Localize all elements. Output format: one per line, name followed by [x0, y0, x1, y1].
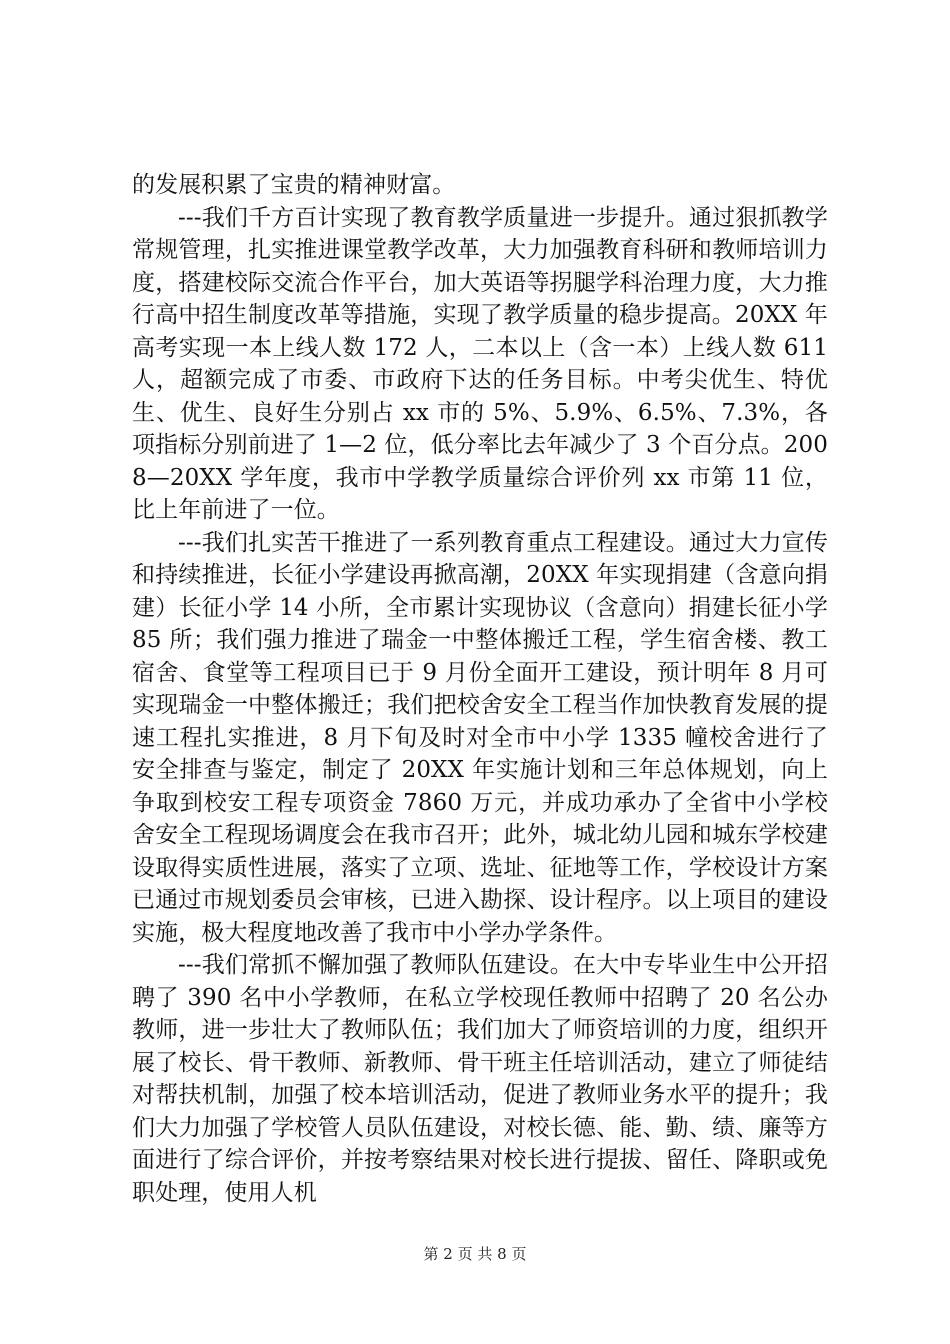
paragraph-teaching-quality: ---我们千方百计实现了教育教学质量进一步提升。通过狠抓教学常规管理，扎实推进课堂教学改革，大力加强教育科研和教师培训力度，搭建校际交流合作平台，加大英语等拐腿学科治理力度，大力推行高中招生制度改革等措施，实现了教学质量的稳步提高。20XX 年高考实现一本上线人数 172 人，二本以上（含一本）上线人数 611 人，超额完成了市委、市政府下达的任务目标。中考尖优生、特优生、优生、良好生分别占 xx 市的 5%、5.9%、6.5%、7.3%，各项指标分别前进了 1—2 位，低分率比去年减少了 3 个百分点。2008—20XX 学年度，我市中学教学质量综合评价列 xx 市第 11 位，比上年前进了一位。: [132, 204, 828, 523]
paragraph-key-projects: ---我们扎实苦干推进了一系列教育重点工程建设。通过大力宣传和持续推进，长征小学建设再掀高潮，20XX 年实现捐建（含意向捐建）长征小学 14 小所，全市累计实现协议（含意向）捐建长征小学 85 所；我们强力推进了瑞金一中整体搬迁工程，学生宿舍楼、教工宿舍、食堂等工程项目已于 9 月份全面开工建设，预计明年 8 月可实现瑞金一中整体搬迁；我们把校舍安全工程当作加快教育发展的提速工程扎实推进，8 月下旬及时对全市中小学 1335 幢校舍进行了安全排查与鉴定，制定了 20XX 年实施计划和三年总体规划，向上争取到校安工程专项资金 7860 万元，并成功承办了全省中小学校舍安全工程现场调度会在我市召开；此外，城北幼儿园和城东学校建设取得实质性进展，落实了立项、选址、征地等工作，学校设计方案已通过市规划委员会审核，已进入勘探、设计程序。以上项目的建设实施，极大程度地改善了我市中小学办学条件。: [132, 529, 828, 946]
paragraph-continuation: 的发展积累了宝贵的精神财富。: [132, 172, 456, 198]
paragraph-teacher-team: ---我们常抓不懈加强了教师队伍建设。在大中专毕业生中公开招聘了 390 名中小学教师，在私立学校现任教师中招聘了 20 名公办教师，进一步壮大了教师队伍；我们加大了师资培训的力度，组织开展了校长、骨干教师、新教师、骨干班主任培训活动，建立了师徒结对帮扶机制，加强了校本培训活动，促进了教师业务水平的提升；我们大力加强了学校管人员队伍建设，对校长德、能、勤、绩、廉等方面进行了综合评价，并按考察结果对校长进行提拔、留任、降职或免职处理，使用人机: [132, 952, 828, 1206]
page-footer: 第 2 页 共 8 页: [423, 1245, 527, 1263]
document-body: [132, 169, 828, 1209]
